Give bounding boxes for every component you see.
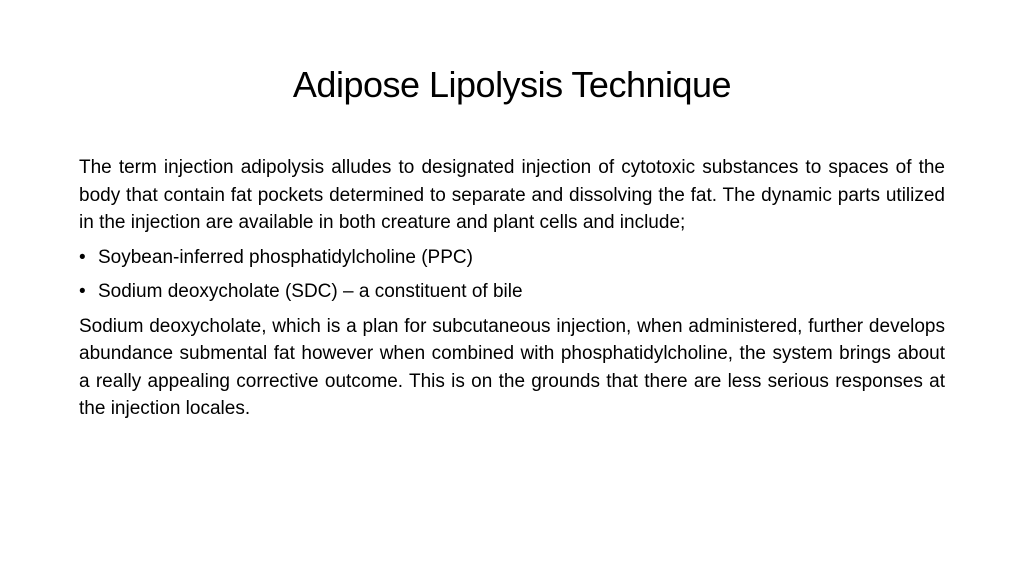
bullet-text: Soybean-inferred phosphatidylcholine (PPC) [98, 246, 473, 268]
list-item [79, 278, 945, 306]
slide-body [79, 154, 945, 423]
bullet-dot-icon: • [79, 246, 86, 268]
intro-paragraph: The term injection adipolysis alludes to designated injection of cytotoxic substances to spaces of the body that contain fat pockets determined to separate and dissolving the fat. The dynamic parts utilized in the injection are available in both creature and plant cells and include; [79, 157, 945, 233]
bullet-list [79, 244, 945, 306]
list-item [79, 244, 945, 272]
conclusion-paragraph: Sodium deoxycholate, which is a plan for subcutaneous injection, when administered, further develops abundance submental fat however when combined with phosphatidylcholine, the system brings about a really appealing corrective outcome. This is on the grounds that there are less serious responses at the injection locales. [79, 315, 945, 419]
bullet-text: Sodium deoxycholate (SDC) – a constituent of bile [98, 281, 523, 302]
bullet-dot-icon: • [79, 281, 86, 302]
slide-title: Adipose Lipolysis Technique [292, 64, 732, 105]
